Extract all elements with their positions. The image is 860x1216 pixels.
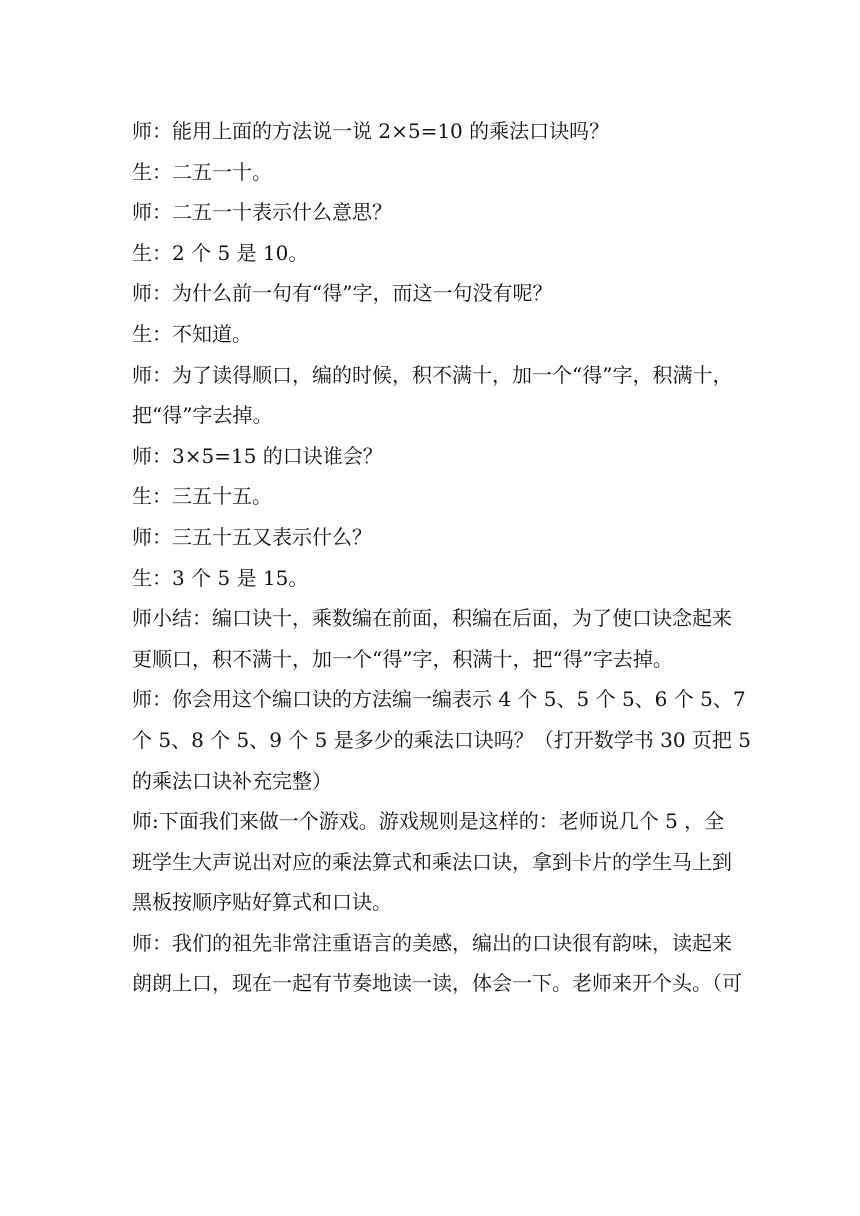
text-line: 师小结：编口诀十，乘数编在前面，积编在后面，为了使口诀念起来 bbox=[132, 606, 732, 631]
text-line: 师：为什么前一句有“得”字，而这一句没有呢？ bbox=[132, 281, 553, 306]
text-line: 生：2 个 5 是 10。 bbox=[132, 240, 309, 265]
document-page bbox=[132, 111, 752, 1004]
text-line: 师:下面我们来做一个游戏。游戏规则是这样的：老师说几个 5 ，全 bbox=[132, 809, 725, 834]
text-line: 黑板按顺序贴好算式和口诀。 bbox=[132, 890, 392, 915]
text-line: 朗朗上口，现在一起有节奏地读一读，体会一下。老师来开个头。（可 bbox=[132, 971, 742, 996]
text-line: 个 5、8 个 5、9 个 5 是多少的乘法口诀吗？（打开数学书 30 页把 5 bbox=[132, 727, 752, 752]
text-line: 生：二五一十。 bbox=[132, 159, 272, 184]
text-line: 生：三五十五。 bbox=[132, 484, 272, 509]
text-line: 师：我们的祖先非常注重语言的美感，编出的口诀很有韵味，读起来 bbox=[132, 930, 732, 955]
text-line: 师：3×5=15 的口诀谁会？ bbox=[132, 443, 383, 468]
text-line: 生：不知道。 bbox=[132, 321, 252, 346]
text-line: 师：能用上面的方法说一说 2×5=10 的乘法口诀吗？ bbox=[132, 119, 610, 143]
text-line: 生：3 个 5 是 15。 bbox=[132, 565, 309, 590]
text-line: 的乘法口诀补充完整） bbox=[132, 768, 332, 793]
text-line: 把“得”字去掉。 bbox=[132, 403, 273, 428]
text-line: 更顺口，积不满十，加一个“得”字，积满十，把“得”字去掉。 bbox=[132, 646, 673, 671]
text-line: 师：你会用这个编口诀的方法编一编表示 4 个 5、5 个 5、6 个 5、7 bbox=[132, 687, 746, 712]
text-line: 师：为了读得顺口，编的时候，积不满十，加一个“得”字，积满十， bbox=[132, 362, 733, 387]
text-line: 师：二五一十表示什么意思？ bbox=[132, 200, 392, 225]
text-line: 师：三五十五又表示什么？ bbox=[132, 524, 372, 549]
text-line: 班学生大声说出对应的乘法算式和乘法口诀，拿到卡片的学生马上到 bbox=[132, 849, 732, 874]
